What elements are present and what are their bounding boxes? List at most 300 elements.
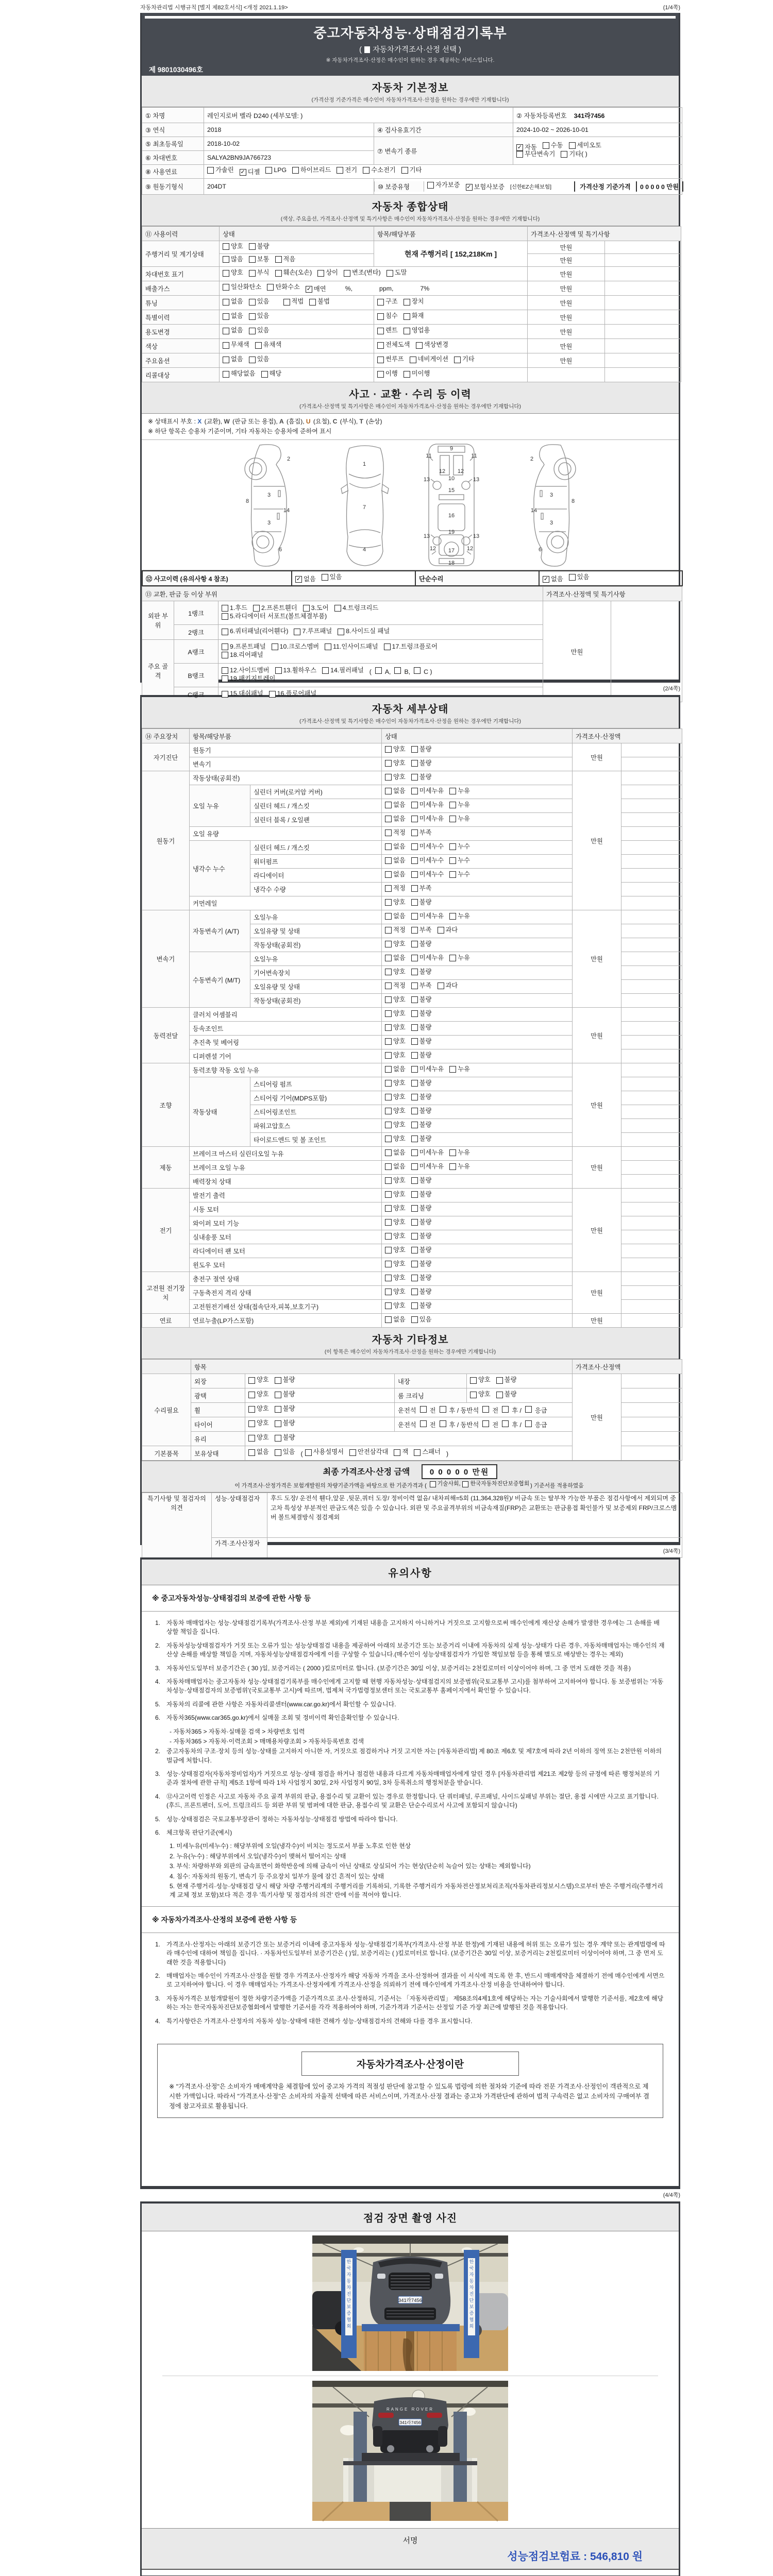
checkbox-option[interactable] (411, 1302, 432, 1310)
checkbox-icon[interactable] (411, 1233, 418, 1240)
checkbox-icon[interactable] (411, 788, 418, 794)
checkbox-icon[interactable] (222, 652, 228, 658)
checkbox-icon[interactable] (377, 357, 384, 363)
checkbox-icon[interactable] (385, 996, 392, 1003)
checkbox-option[interactable] (385, 969, 406, 976)
checkbox-option[interactable] (385, 913, 406, 920)
checkbox-option[interactable] (411, 802, 444, 809)
checkbox-icon[interactable] (385, 802, 392, 808)
checkbox-option[interactable] (404, 313, 424, 320)
checkbox-icon[interactable] (385, 829, 392, 836)
checkbox-icon[interactable] (222, 691, 228, 698)
checkbox-icon[interactable] (385, 746, 392, 753)
checkbox-option[interactable] (385, 1205, 406, 1212)
checkbox-icon[interactable] (411, 899, 418, 906)
checkbox-option[interactable] (385, 1247, 406, 1254)
checkbox-icon[interactable] (377, 342, 384, 349)
checkbox-option[interactable] (385, 1066, 406, 1073)
checkbox-option[interactable] (525, 1420, 533, 1427)
checkbox-icon[interactable] (377, 328, 384, 334)
checkbox-icon[interactable] (404, 299, 410, 306)
checkbox-option[interactable] (272, 643, 320, 651)
checkbox-icon[interactable] (404, 328, 410, 334)
checkbox-option[interactable] (420, 1420, 428, 1427)
checkbox-option[interactable] (411, 774, 432, 781)
checkbox-option[interactable] (411, 927, 432, 934)
checkbox-icon[interactable] (275, 1392, 281, 1398)
checkbox-icon[interactable] (394, 1449, 400, 1456)
checkbox-icon[interactable] (411, 1136, 418, 1142)
checkbox-icon[interactable] (375, 667, 382, 674)
checkbox-icon[interactable] (525, 1406, 532, 1413)
checkbox-option[interactable] (294, 628, 332, 635)
checkbox-option[interactable] (363, 167, 396, 174)
checkbox-icon[interactable] (344, 270, 350, 277)
checkbox-option[interactable] (411, 996, 432, 1004)
checkbox-option[interactable] (385, 1052, 406, 1059)
checkbox-icon[interactable] (384, 643, 391, 650)
checkbox-icon[interactable] (385, 969, 392, 975)
checkbox-option[interactable] (295, 576, 316, 583)
checkbox-icon[interactable] (569, 574, 576, 581)
checkbox-icon[interactable] (411, 941, 418, 947)
checkbox-option[interactable] (222, 652, 263, 659)
checkbox-option[interactable] (411, 829, 432, 837)
checkbox-icon[interactable] (411, 760, 418, 767)
checkbox-icon[interactable] (385, 816, 392, 822)
checkbox-option[interactable] (385, 1233, 406, 1240)
checkbox-icon[interactable] (411, 774, 418, 781)
checkbox-icon[interactable] (411, 1108, 418, 1114)
checkbox-icon[interactable] (294, 629, 300, 635)
checkbox-icon[interactable] (267, 284, 274, 291)
checkbox-option[interactable] (411, 1316, 432, 1324)
checkbox-icon[interactable] (385, 1108, 392, 1114)
checkbox-icon[interactable] (248, 1435, 255, 1442)
checkbox-option[interactable] (411, 1177, 432, 1184)
checkbox-icon[interactable] (223, 371, 229, 378)
checkbox-icon[interactable] (411, 1289, 418, 1295)
checkbox-option[interactable] (404, 370, 430, 378)
checkbox-icon[interactable] (411, 1010, 418, 1017)
checkbox-option[interactable] (223, 342, 249, 349)
checkbox-option[interactable] (420, 1406, 428, 1413)
checkbox-icon[interactable] (470, 1392, 477, 1398)
checkbox-option[interactable] (385, 746, 406, 753)
checkbox-icon[interactable] (385, 1247, 392, 1253)
checkbox-option[interactable] (470, 1377, 491, 1384)
checkbox-icon[interactable] (411, 885, 418, 892)
checkbox-option[interactable] (377, 298, 398, 306)
checkbox-option[interactable] (375, 667, 383, 674)
checkbox-checked-icon[interactable] (516, 144, 523, 151)
checkbox-icon[interactable] (309, 299, 316, 306)
checkbox-icon[interactable] (385, 1024, 392, 1031)
checkbox-icon[interactable] (449, 871, 456, 878)
checkbox-icon[interactable] (411, 1080, 418, 1087)
checkbox-icon[interactable] (414, 667, 421, 674)
checkbox-option[interactable] (325, 643, 378, 651)
checkbox-icon[interactable] (385, 1066, 392, 1073)
checkbox-option[interactable] (385, 1191, 406, 1198)
checkbox-icon[interactable] (411, 1219, 418, 1226)
checkbox-option[interactable] (411, 843, 444, 851)
checkbox-option[interactable] (411, 941, 432, 948)
checkbox-icon[interactable] (482, 1406, 489, 1413)
checkbox-icon[interactable] (385, 788, 392, 794)
checkbox-option[interactable] (222, 605, 247, 612)
checkbox-icon[interactable] (385, 1080, 392, 1087)
checkbox-option[interactable] (385, 1108, 406, 1115)
checkbox-option[interactable] (449, 816, 470, 823)
checkbox-option[interactable] (223, 327, 243, 334)
checkbox-option[interactable] (385, 760, 406, 767)
checkbox-option[interactable] (470, 1391, 491, 1398)
checkbox-icon[interactable] (411, 871, 418, 878)
checkbox-option[interactable] (249, 327, 270, 334)
checkbox-icon[interactable] (385, 774, 392, 781)
checkbox-icon[interactable] (385, 899, 392, 906)
checkbox-icon[interactable] (385, 1149, 392, 1156)
checkbox-option[interactable] (255, 342, 282, 349)
checkbox-option[interactable] (411, 955, 444, 962)
checkbox-option[interactable] (411, 885, 432, 892)
checkbox-option[interactable] (385, 1275, 406, 1282)
checkbox-option[interactable] (275, 1420, 295, 1427)
checkbox-icon[interactable] (411, 1122, 418, 1128)
checkbox-option[interactable] (223, 243, 243, 250)
checkbox-icon[interactable] (385, 1316, 392, 1323)
checkbox-option[interactable] (275, 1391, 295, 1398)
checkbox-icon[interactable] (338, 629, 344, 635)
checkbox-option[interactable] (377, 342, 410, 349)
checkbox-icon[interactable] (305, 1449, 312, 1456)
checkbox-option[interactable] (385, 1289, 406, 1296)
checkbox-icon[interactable] (427, 182, 434, 189)
checkbox-icon[interactable] (275, 1449, 281, 1456)
checkbox-option[interactable] (385, 1316, 406, 1324)
checkbox-icon[interactable] (411, 816, 418, 822)
checkbox-icon[interactable] (385, 857, 392, 864)
checkbox-option[interactable] (411, 899, 432, 906)
checkbox-icon[interactable] (248, 1420, 255, 1427)
checkbox-option[interactable] (516, 151, 555, 158)
checkbox-icon[interactable] (414, 1449, 421, 1456)
checkbox-icon[interactable] (275, 256, 282, 263)
checkbox-option[interactable] (305, 1449, 344, 1456)
checkbox-option[interactable] (267, 284, 300, 291)
checkbox-icon[interactable] (385, 1010, 392, 1017)
checkbox-icon[interactable] (420, 1420, 427, 1427)
checkbox-option[interactable] (438, 982, 458, 990)
checkbox-option[interactable] (222, 628, 288, 635)
checkbox-icon[interactable] (401, 167, 408, 174)
checkbox-icon[interactable] (377, 313, 384, 320)
checkbox-option[interactable] (411, 1094, 432, 1101)
checkbox-option[interactable] (404, 327, 430, 334)
checkbox-icon[interactable] (411, 1024, 418, 1031)
checkbox-option[interactable] (385, 857, 406, 865)
checkbox-option[interactable] (496, 1391, 517, 1398)
checkbox-icon[interactable] (411, 829, 418, 836)
checkbox-icon[interactable] (283, 299, 290, 306)
checkbox-option[interactable] (223, 284, 261, 291)
checkbox-icon[interactable] (385, 1205, 392, 1212)
checkbox-checked-icon[interactable] (543, 576, 549, 583)
checkbox-icon[interactable] (385, 871, 392, 878)
checkbox-icon[interactable] (385, 1261, 392, 1267)
checkbox-option[interactable] (561, 151, 587, 158)
checkbox-option[interactable] (249, 313, 270, 320)
checkbox-option[interactable] (249, 269, 270, 277)
checkbox-icon[interactable] (411, 1247, 418, 1253)
checkbox-option[interactable] (249, 356, 270, 363)
checkbox-option[interactable] (411, 857, 444, 865)
checkbox-option[interactable] (411, 1080, 432, 1087)
checkbox-icon[interactable] (322, 574, 328, 581)
checkbox-icon[interactable] (496, 1392, 503, 1398)
checkbox-icon[interactable] (394, 667, 401, 674)
checkbox-icon[interactable] (449, 955, 456, 961)
checkbox-icon[interactable] (411, 1052, 418, 1059)
checkbox-option[interactable] (404, 298, 424, 306)
checkbox-icon[interactable] (275, 1377, 281, 1384)
checkbox-icon[interactable] (337, 167, 343, 174)
checkbox-option[interactable] (385, 1219, 406, 1226)
checkbox-icon[interactable] (470, 1377, 477, 1384)
checkbox-icon[interactable] (569, 142, 576, 149)
checkbox-option[interactable] (411, 1261, 432, 1268)
checkbox-option[interactable] (411, 1052, 432, 1059)
checkbox-icon[interactable] (223, 342, 229, 349)
checkbox-icon[interactable] (275, 1406, 281, 1413)
checkbox-option[interactable] (449, 788, 470, 795)
checkbox-icon[interactable] (385, 1191, 392, 1198)
checkbox-icon[interactable] (249, 328, 256, 334)
checkbox-option[interactable] (249, 243, 270, 250)
checkbox-icon[interactable] (438, 982, 444, 989)
checkbox-option[interactable] (334, 605, 379, 612)
checkbox-option[interactable] (411, 1038, 432, 1045)
checkbox-option[interactable] (275, 1377, 295, 1384)
checkbox-icon[interactable] (543, 142, 549, 149)
checkbox-option[interactable] (269, 690, 317, 698)
checkbox-option[interactable] (385, 871, 406, 878)
checkbox-option[interactable] (385, 774, 406, 781)
checkbox-icon[interactable] (265, 167, 272, 174)
checkbox-option[interactable] (569, 574, 590, 581)
checkbox-icon[interactable] (255, 342, 262, 349)
checkbox-icon[interactable] (411, 927, 418, 934)
checkbox-option[interactable] (377, 370, 398, 378)
checkbox-icon[interactable] (334, 605, 341, 612)
checkbox-option[interactable] (322, 667, 364, 674)
checkbox-icon[interactable] (385, 885, 392, 892)
checkbox-icon[interactable] (269, 691, 276, 698)
checkbox-option[interactable] (275, 1405, 295, 1413)
checkbox-option[interactable] (543, 142, 563, 149)
checkbox-icon[interactable] (410, 357, 416, 363)
checkbox-icon[interactable] (207, 167, 214, 174)
checkbox-icon[interactable] (404, 313, 410, 320)
checkbox-option[interactable] (386, 269, 407, 277)
checkbox-icon[interactable] (385, 1122, 392, 1128)
checkbox-icon[interactable] (248, 1449, 255, 1456)
checkbox-icon[interactable] (223, 357, 229, 363)
checkbox-option[interactable] (411, 1122, 432, 1129)
checkbox-icon[interactable] (275, 270, 282, 277)
checkbox-option[interactable] (496, 1377, 517, 1384)
checkbox-icon[interactable] (249, 270, 256, 277)
checkbox-option[interactable] (223, 256, 243, 263)
checkbox-option[interactable] (261, 370, 282, 378)
checkbox-option[interactable] (454, 356, 475, 363)
checkbox-icon[interactable] (272, 643, 278, 650)
checkbox-icon[interactable] (386, 270, 393, 277)
checkbox-icon[interactable] (385, 913, 392, 920)
checkbox-option[interactable] (253, 605, 297, 612)
checkbox-option[interactable] (303, 605, 329, 612)
checkbox-checked-icon[interactable] (306, 286, 312, 293)
checkbox-icon[interactable] (222, 667, 228, 674)
checkbox-option[interactable] (502, 1420, 510, 1427)
checkbox-option[interactable] (411, 1205, 432, 1212)
checkbox-option[interactable] (394, 1449, 408, 1456)
checkbox-option[interactable] (427, 182, 460, 189)
checkbox-option[interactable] (275, 256, 296, 263)
checkbox-option[interactable] (385, 955, 406, 962)
checkbox-option[interactable] (411, 1163, 444, 1171)
checkbox-icon[interactable] (325, 643, 331, 650)
checkbox-option[interactable] (248, 1405, 269, 1413)
checkbox-option[interactable] (249, 298, 270, 306)
checkbox-icon[interactable] (449, 1149, 456, 1156)
checkbox-option[interactable] (411, 871, 444, 878)
checkbox-icon[interactable] (222, 629, 228, 635)
checkbox-icon[interactable] (385, 1136, 392, 1142)
checkbox-icon[interactable] (349, 1449, 356, 1456)
checkbox-option[interactable] (344, 269, 381, 277)
checkbox-option[interactable] (438, 927, 458, 934)
checkbox-icon[interactable] (385, 1177, 392, 1184)
checkbox-icon[interactable] (411, 1316, 418, 1323)
checkbox-icon[interactable] (385, 955, 392, 961)
checkbox-option[interactable] (223, 269, 243, 277)
checkbox-icon[interactable] (430, 1481, 436, 1487)
checkbox-icon[interactable] (449, 1066, 456, 1073)
checkbox-icon[interactable] (385, 927, 392, 934)
checkbox-option[interactable] (462, 1481, 529, 1487)
checkbox-icon[interactable] (249, 256, 256, 263)
checkbox-icon[interactable] (385, 941, 392, 947)
checkbox-icon[interactable] (223, 299, 229, 306)
checkbox-icon[interactable] (249, 299, 256, 306)
checkbox-option[interactable] (385, 1136, 406, 1143)
checkbox-icon[interactable] (292, 167, 299, 174)
checkbox-option[interactable] (385, 982, 406, 990)
checkbox-option[interactable] (223, 370, 256, 378)
checkbox-option[interactable] (385, 1163, 406, 1171)
checkbox-option[interactable] (411, 760, 432, 767)
checkbox-icon[interactable] (411, 996, 418, 1003)
checkbox-option[interactable] (449, 857, 470, 865)
checkbox-option[interactable] (411, 788, 444, 795)
checkbox-option[interactable] (385, 1302, 406, 1310)
checkbox-icon[interactable] (385, 1233, 392, 1240)
checkbox-option[interactable] (265, 167, 287, 174)
checkbox-option[interactable] (377, 356, 404, 363)
checkbox-icon[interactable] (416, 342, 423, 349)
checkbox-option[interactable] (283, 298, 304, 306)
checkbox-option[interactable] (414, 667, 422, 674)
checkbox-option[interactable] (317, 269, 338, 277)
checkbox-checked-icon[interactable] (466, 184, 473, 191)
checkbox-icon[interactable] (385, 1163, 392, 1170)
checkbox-option[interactable] (275, 1449, 295, 1456)
checkbox-option[interactable] (385, 1080, 406, 1087)
checkbox-icon[interactable] (411, 969, 418, 975)
checkbox-option[interactable] (385, 816, 406, 823)
checkbox-option[interactable] (385, 996, 406, 1004)
checkbox-icon[interactable] (222, 643, 228, 650)
checkbox-option[interactable] (248, 1434, 269, 1442)
checkbox-option[interactable] (292, 167, 331, 174)
checkbox-icon[interactable] (561, 151, 567, 158)
checkbox-option[interactable] (410, 356, 448, 363)
checkbox-option[interactable] (411, 1247, 432, 1254)
checkbox-icon[interactable] (385, 1275, 392, 1281)
checkbox-option[interactable] (385, 885, 406, 892)
checkbox-option[interactable] (385, 843, 406, 851)
checkbox-option[interactable] (309, 298, 330, 306)
checkbox-icon[interactable] (275, 1435, 281, 1442)
checkbox-option[interactable] (223, 356, 243, 363)
checkbox-option[interactable] (401, 167, 422, 174)
checkbox-option[interactable] (377, 313, 398, 320)
checkbox-icon[interactable] (438, 927, 444, 934)
checkbox-option[interactable] (385, 1038, 406, 1045)
checkbox-option[interactable] (222, 667, 270, 674)
checkbox-option[interactable] (385, 788, 406, 795)
checkbox-option[interactable] (411, 1289, 432, 1296)
checkbox-icon[interactable] (411, 746, 418, 753)
checkbox-option[interactable] (411, 746, 432, 753)
checkbox-option[interactable] (385, 829, 406, 837)
checkbox-option[interactable] (411, 1219, 432, 1226)
checkbox-option[interactable] (222, 613, 327, 620)
checkbox-option[interactable] (385, 1024, 406, 1031)
checkbox-icon[interactable] (411, 802, 418, 808)
checkbox-option[interactable] (482, 1420, 491, 1427)
checkbox-option[interactable] (248, 1449, 269, 1456)
checkbox-icon[interactable] (411, 1302, 418, 1309)
checkbox-option[interactable] (222, 643, 266, 651)
checkbox-icon[interactable] (248, 1392, 255, 1398)
checkbox-icon[interactable] (482, 1420, 489, 1427)
checkbox-icon[interactable] (275, 1420, 281, 1427)
checkbox-icon[interactable] (449, 843, 456, 850)
checkbox-option[interactable] (275, 1434, 295, 1442)
checkbox-icon[interactable] (411, 1177, 418, 1184)
checkbox-icon[interactable] (411, 843, 418, 850)
checkbox-icon[interactable] (411, 1191, 418, 1198)
checkbox-option[interactable] (207, 167, 234, 174)
checkbox-option[interactable] (502, 1406, 510, 1413)
checkbox-option[interactable] (384, 643, 438, 651)
checkbox-icon[interactable] (420, 1406, 427, 1413)
signature-area[interactable] (142, 2528, 679, 2569)
checkbox-checked-icon[interactable] (240, 169, 246, 176)
